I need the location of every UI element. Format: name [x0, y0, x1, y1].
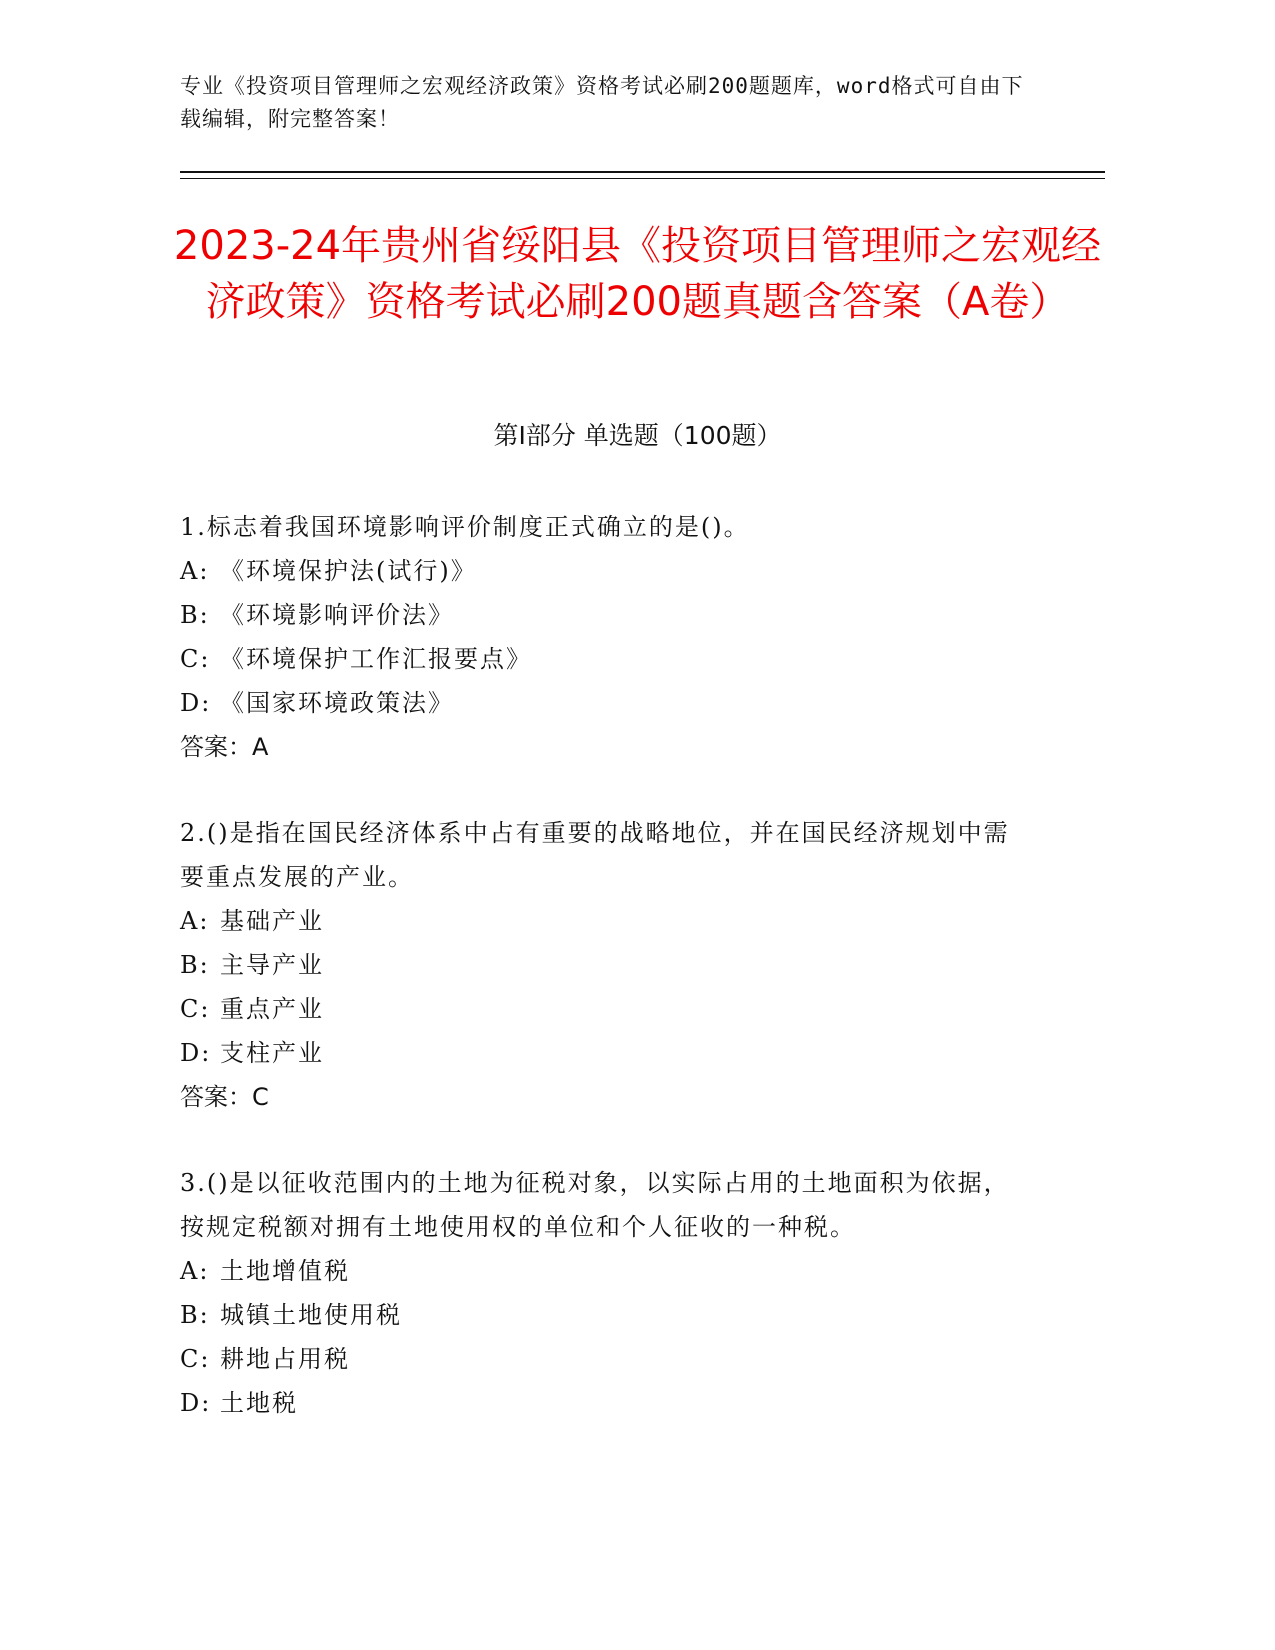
question-stem: 1.标志着我国环境影响评价制度正式确立的是()。 [180, 513, 750, 541]
section-heading: 第Ⅰ部分 单选题（100题） [493, 421, 782, 450]
option-text: 《环境保护工作汇报要点》 [220, 645, 532, 673]
option-text: 《环境影响评价法》 [220, 601, 454, 629]
option-key: B: [180, 951, 210, 979]
option-a [180, 1249, 1020, 1293]
option-key: A: [180, 907, 210, 935]
answer-line: 答案：C [180, 1083, 269, 1111]
option-b [180, 593, 1020, 637]
option-text: 土地增值税 [220, 1257, 350, 1285]
question-stem: 2.()是指在国民经济体系中占有重要的战略地位，并在国民经济规划中需要重点发展的产业。 [180, 819, 1010, 891]
question-3 [180, 1161, 1020, 1425]
option-text: 耕地占用税 [220, 1345, 350, 1373]
option-c [180, 987, 1020, 1031]
option-a [180, 899, 1020, 943]
question-2 [180, 811, 1020, 1119]
header-divider-thin [180, 178, 1105, 179]
option-key: D: [180, 1039, 212, 1067]
option-key: A: [180, 1257, 210, 1285]
option-key: C: [180, 645, 211, 673]
option-text: 基础产业 [220, 907, 324, 935]
option-key: B: [180, 1301, 210, 1329]
option-text: 主导产业 [220, 951, 324, 979]
option-text: 城镇土地使用税 [220, 1301, 402, 1329]
option-key: B: [180, 601, 210, 629]
option-text: 重点产业 [220, 995, 324, 1023]
option-b [180, 943, 1020, 987]
option-d [180, 1031, 1020, 1075]
option-key: A: [180, 557, 210, 585]
option-text: 《国家环境政策法》 [220, 689, 454, 717]
header-divider-thick [180, 171, 1105, 173]
option-c [180, 637, 1020, 681]
option-key: C: [180, 995, 211, 1023]
option-key: D: [180, 1389, 212, 1417]
option-d [180, 681, 1020, 725]
question-1 [180, 505, 1020, 769]
option-text: 《环境保护法(试行)》 [220, 557, 477, 585]
option-text: 支柱产业 [220, 1039, 324, 1067]
option-key: C: [180, 1345, 211, 1373]
option-d [180, 1381, 1020, 1425]
option-c [180, 1337, 1020, 1381]
option-key: D: [180, 689, 212, 717]
question-list [180, 505, 1020, 1467]
option-text: 土地税 [220, 1389, 298, 1417]
option-b [180, 1293, 1020, 1337]
header-note: 专业《投资项目管理师之宏观经济政策》资格考试必刷200题题库，word格式可自由下载编辑，附完整答案！ [180, 74, 1024, 131]
question-stem: 3.()是以征收范围内的土地为征税对象，以实际占用的土地面积为依据，按规定税额对拥有土地使用权的单位和个人征收的一种税。 [180, 1169, 1010, 1241]
answer-line: 答案：A [180, 733, 269, 761]
page-title: 2023-24年贵州省绥阳县《投资项目管理师之宏观经济政策》资格考试必刷200题真题含答案（A卷） [173, 223, 1102, 325]
option-a [180, 549, 1020, 593]
